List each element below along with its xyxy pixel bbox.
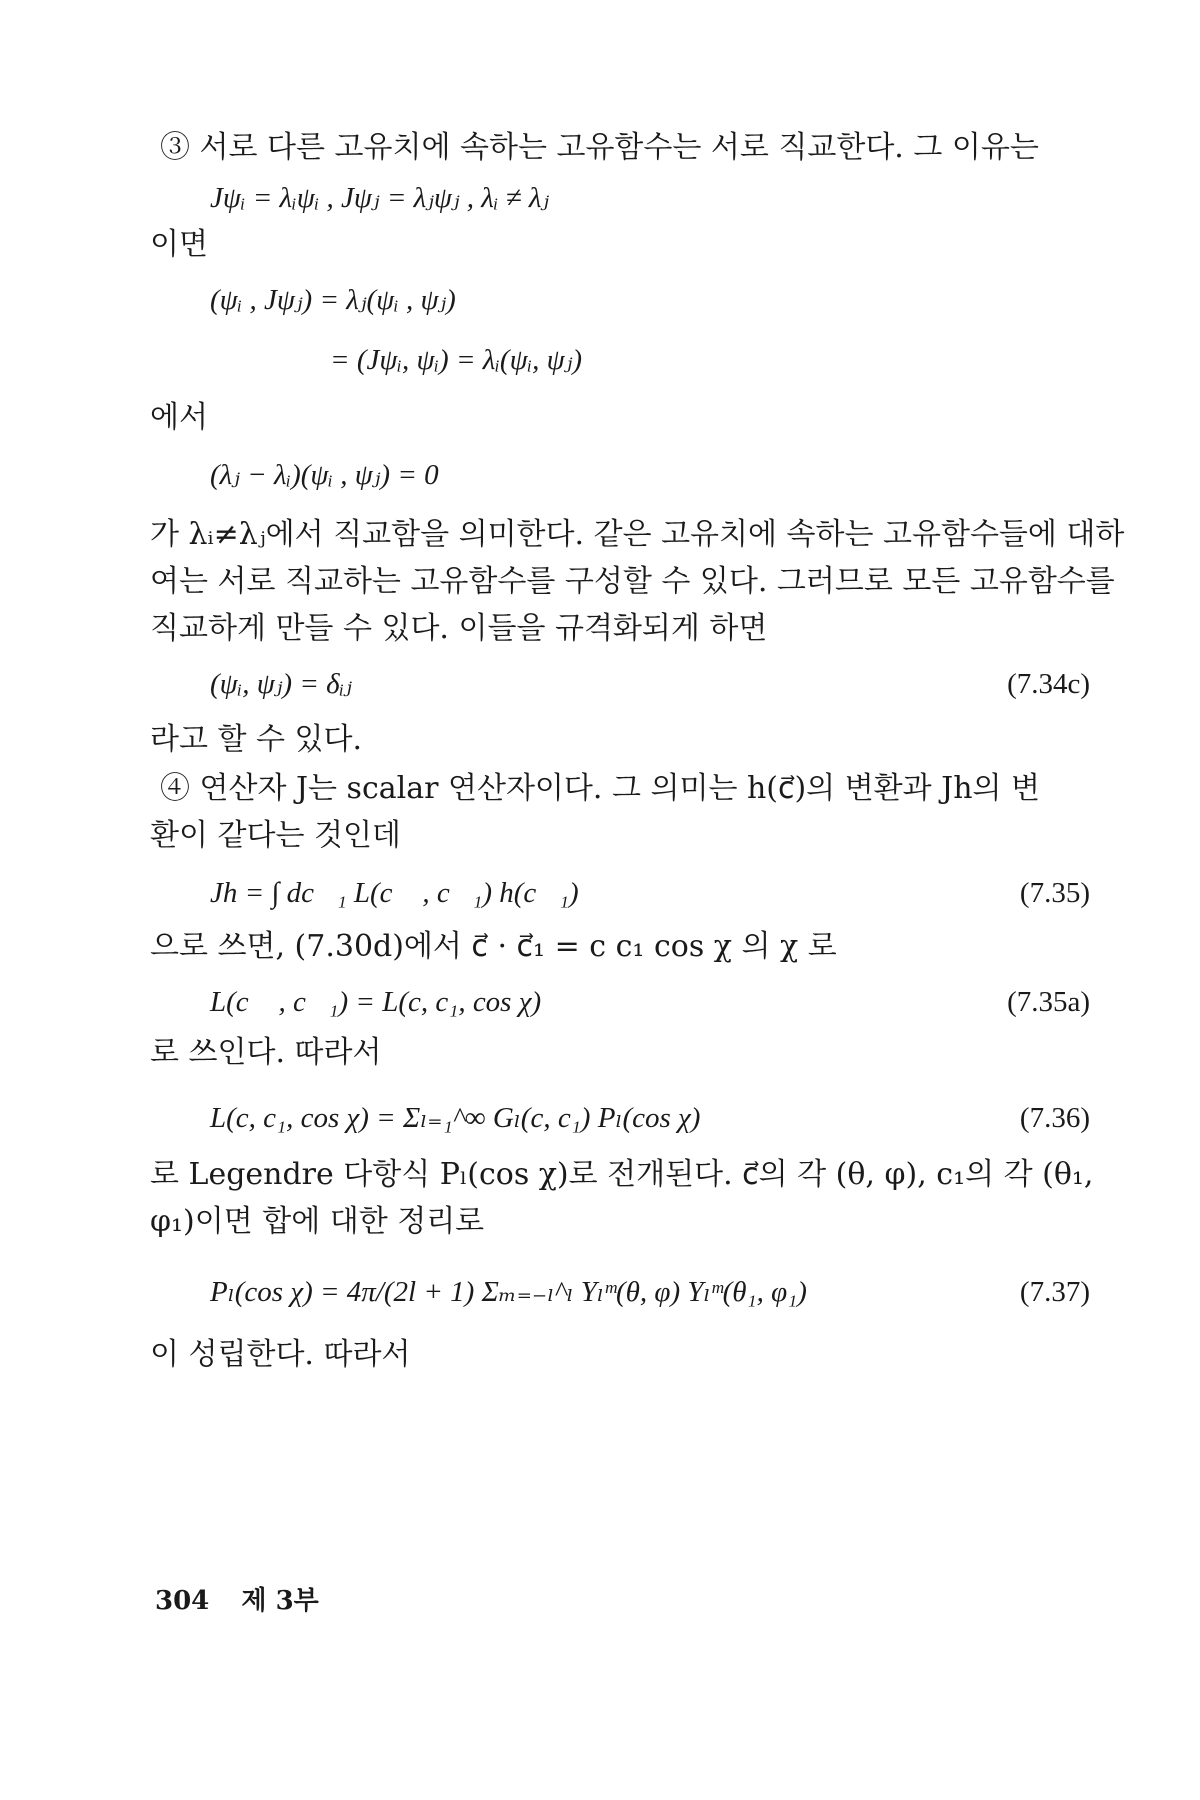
page-footer — [155, 1585, 319, 1617]
equation-number: (7.37) — [1019, 1276, 1090, 1308]
paragraph-line: ③ 서로 다른 고유치에 속하는 고유함수는 서로 직교한다. 그 이유는 — [160, 130, 1039, 165]
equation-inner-product-2: = (Jψᵢ, ψᵢ) = λᵢ(ψᵢ, ψⱼ) — [330, 344, 583, 376]
paragraph-line: 에서 — [150, 400, 208, 435]
paragraph-line: φ₁)이면 합에 대한 정리로 — [150, 1204, 485, 1239]
paragraph-line: 환이 같다는 것인데 — [150, 818, 401, 853]
equation-addition-theorem: Pₗ(cos χ) = 4π/(2l + 1) Σₘ₌₋ₗ^ₗ Yₗᵐ(θ, φ) Yₗᵐ(θ₁, φ₁) — [210, 1276, 807, 1308]
paragraph-line: 이 성립한다. 따라서 — [150, 1337, 411, 1372]
paragraph-line: 로 Legendre 다항식 Pₗ(cos χ)로 전개된다. c⃗의 각 (θ, φ), c₁의 각 (θ₁, — [150, 1157, 1094, 1192]
paragraph-line: 으로 쓰면, (7.30d)에서 c⃗ · c⃗₁ = c c₁ cos χ 의 χ 로 — [150, 929, 837, 964]
equation-normalization: (ψᵢ, ψⱼ) = δᵢⱼ — [210, 668, 352, 700]
equation-number: (7.36) — [1019, 1102, 1090, 1134]
equation-inner-product-1: (ψᵢ , Jψⱼ) = λⱼ(ψᵢ , ψⱼ) — [210, 284, 456, 316]
equation-number: (7.35) — [1019, 877, 1090, 909]
equation-kernel: L(c⃗ , c⃗₁) = L(c, c₁, cos χ) — [210, 986, 542, 1018]
equation-jh: Jh = ∫ dc⃗₁ L(c⃗ , c⃗₁) h(c⃗₁) — [210, 877, 579, 909]
paragraph-line: 로 쓰인다. 따라서 — [150, 1035, 382, 1070]
equation-orthogonality: (λⱼ − λᵢ)(ψᵢ , ψⱼ) = 0 — [210, 459, 439, 491]
page-number: 304 — [155, 1586, 210, 1616]
paragraph-line: 이면 — [150, 227, 208, 262]
equation-legendre-expansion: L(c, c₁, cos χ) = Σₗ₌₁^∞ Gₗ(c, c₁) Pₗ(cos χ) — [210, 1102, 701, 1134]
part-label: 제 3부 — [241, 1586, 319, 1616]
paragraph-line: 여는 서로 직교하는 고유함수를 구성할 수 있다. 그러므로 모든 고유함수를 — [150, 564, 1115, 599]
paragraph-line: 직교하게 만들 수 있다. 이들을 규격화되게 하면 — [150, 611, 768, 646]
equation-number: (7.34c) — [1007, 668, 1090, 700]
equation-number: (7.35a) — [1007, 986, 1090, 1018]
equation-eigen: Jψᵢ = λᵢψᵢ , Jψⱼ = λⱼψⱼ , λᵢ ≠ λⱼ — [210, 182, 550, 214]
paragraph-line: 라고 할 수 있다. — [150, 722, 363, 757]
paragraph-line: 가 λᵢ≠λⱼ에서 직교함을 의미한다. 같은 고유치에 속하는 고유함수들에 대하 — [150, 517, 1125, 552]
paragraph-line: ④ 연산자 J는 scalar 연산자이다. 그 의미는 h(c⃗)의 변환과 Jh의 변 — [160, 771, 1041, 806]
